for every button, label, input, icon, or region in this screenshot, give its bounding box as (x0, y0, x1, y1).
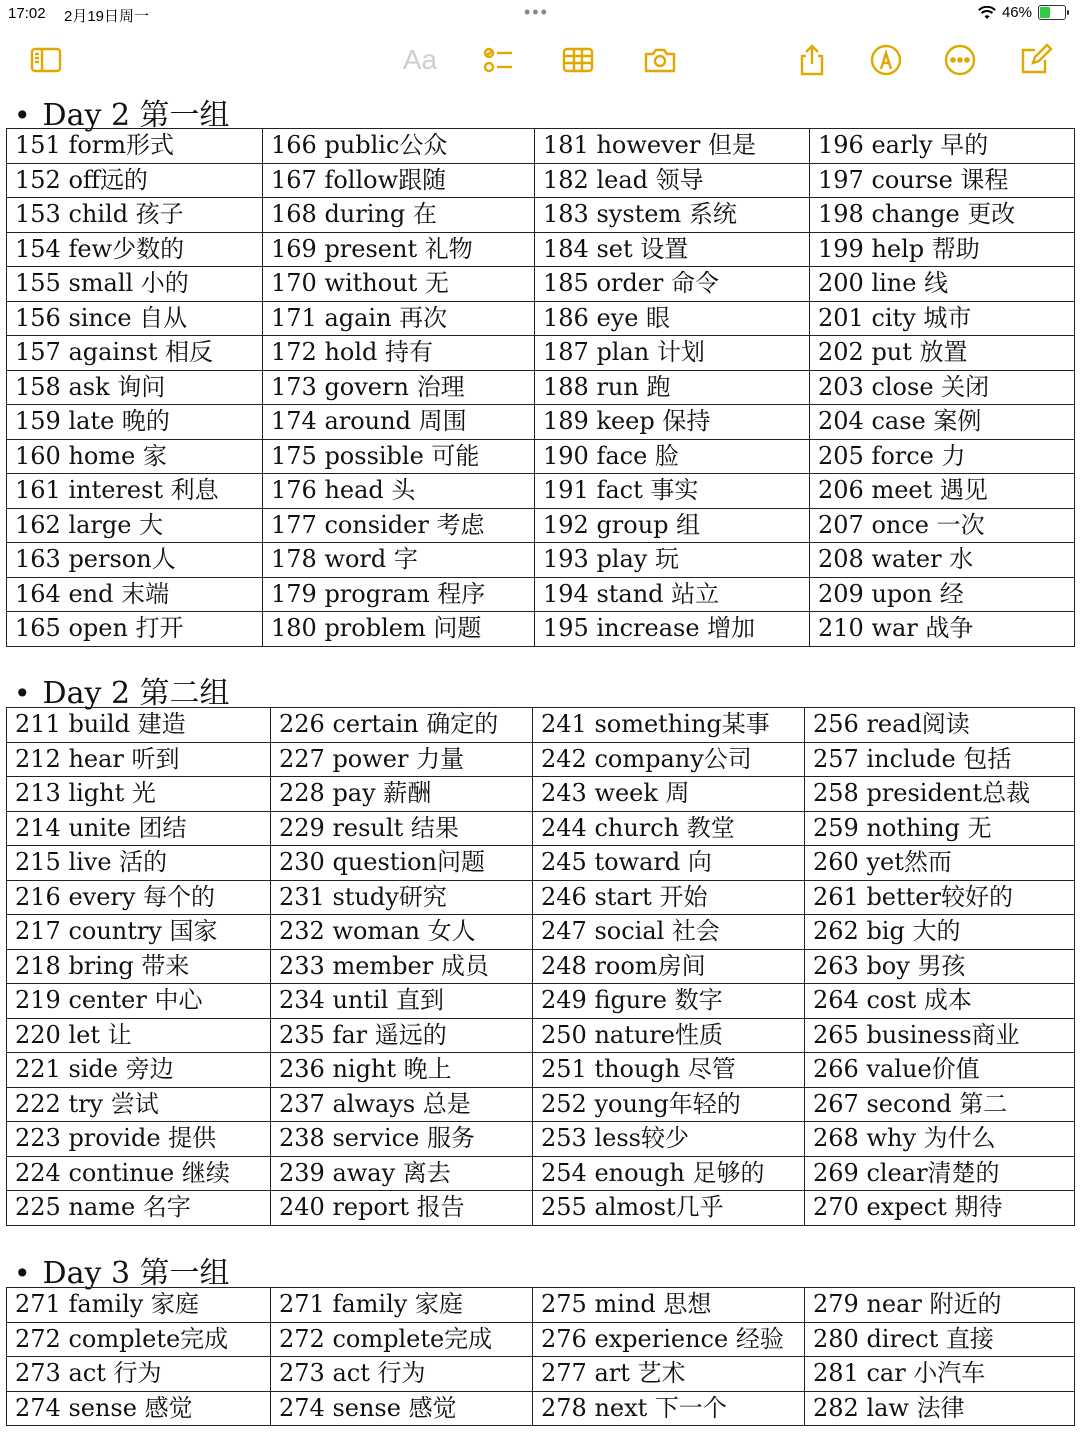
vocab-cell: 211 build 建造 (7, 708, 271, 743)
markup-pen-icon (869, 43, 903, 77)
vocab-cell: 276 experience 经验 (533, 1322, 805, 1357)
vocab-cell: 248 room房间 (533, 949, 805, 984)
camera-button[interactable] (640, 40, 680, 80)
vocab-cell: 200 line 线 (810, 267, 1075, 302)
vocab-cell: 274 sense 感觉 (7, 1391, 271, 1426)
vocab-cell: 266 value价值 (805, 1053, 1075, 1088)
table-row (7, 1156, 1075, 1191)
vocab-cell: 252 young年轻的 (533, 1087, 805, 1122)
table-row (7, 1357, 1075, 1392)
vocab-cell: 271 family 家庭 (271, 1288, 533, 1323)
vocab-cell: 214 unite 团结 (7, 811, 271, 846)
checklist-button[interactable] (478, 40, 518, 80)
vocab-cell: 187 plan 计划 (535, 336, 810, 371)
vocab-cell: 207 once 一次 (810, 508, 1075, 543)
battery-icon (1038, 5, 1066, 20)
vocab-cell: 279 near 附近的 (805, 1288, 1075, 1323)
vocab-cell: 175 possible 可能 (263, 439, 535, 474)
vocab-cell: 194 stand 站立 (535, 577, 810, 612)
vocab-cell: 206 meet 遇见 (810, 474, 1075, 509)
vocab-cell: 245 toward 向 (533, 846, 805, 881)
vocab-cell: 178 word 字 (263, 543, 535, 578)
vocab-cell: 225 name 名字 (7, 1191, 271, 1226)
vocab-cell: 215 live 活的 (7, 846, 271, 881)
table-row (7, 949, 1075, 984)
vocab-cell: 229 result 结果 (271, 811, 533, 846)
vocab-cell: 209 upon 经 (810, 577, 1075, 612)
sidebar-icon (29, 43, 63, 77)
vocab-cell: 174 around 周围 (263, 405, 535, 440)
status-date: 2月19日周一 (64, 8, 150, 25)
vocab-cell: 166 public公众 (263, 129, 535, 164)
vocab-cell: 270 expect 期待 (805, 1191, 1075, 1226)
vocab-cell: 268 why 为什么 (805, 1122, 1075, 1157)
more-button[interactable] (940, 40, 980, 80)
section-heading-2 (14, 668, 230, 711)
vocab-cell: 180 problem 问题 (263, 612, 535, 647)
vocab-cell: 205 force 力 (810, 439, 1075, 474)
vocab-cell: 172 hold 持有 (263, 336, 535, 371)
table-row (7, 846, 1075, 881)
wifi-icon (978, 6, 996, 20)
vocab-cell: 251 though 尽管 (533, 1053, 805, 1088)
vocab-cell: 193 play 玩 (535, 543, 810, 578)
vocab-cell: 213 light 光 (7, 777, 271, 812)
vocab-cell: 243 week 周 (533, 777, 805, 812)
vocab-cell: 236 night 晚上 (271, 1053, 533, 1088)
section-title: Day 2 第二组 (42, 676, 230, 711)
section-heading-3 (14, 1248, 230, 1291)
vocab-cell: 238 service 服务 (271, 1122, 533, 1157)
vocab-cell: 181 however 但是 (535, 129, 810, 164)
vocab-cell: 182 lead 领导 (535, 163, 810, 198)
vocab-cell: 158 ask 询问 (7, 370, 263, 405)
bullet: • (14, 677, 31, 710)
vocab-cell: 164 end 末端 (7, 577, 263, 612)
vocab-cell: 157 against 相反 (7, 336, 263, 371)
vocab-cell: 267 second 第二 (805, 1087, 1075, 1122)
vocab-cell: 239 away 离去 (271, 1156, 533, 1191)
vocab-cell: 153 child 孩子 (7, 198, 263, 233)
table-row (7, 439, 1075, 474)
vocab-cell: 272 complete完成 (7, 1322, 271, 1357)
vocab-cell: 224 continue 继续 (7, 1156, 271, 1191)
vocab-cell: 212 hear 听到 (7, 742, 271, 777)
section-title: Day 3 第一组 (42, 1256, 230, 1291)
vocab-cell: 176 head 头 (263, 474, 535, 509)
more-icon (943, 43, 977, 77)
bullet: • (14, 99, 31, 132)
table-row (7, 474, 1075, 509)
vocab-cell: 155 small 小的 (7, 267, 263, 302)
vocab-cell: 228 pay 薪酬 (271, 777, 533, 812)
vocab-cell: 256 read阅读 (805, 708, 1075, 743)
vocab-cell: 186 eye 眼 (535, 301, 810, 336)
vocab-cell: 220 let 让 (7, 1018, 271, 1053)
share-icon (795, 43, 829, 77)
vocab-cell: 196 early 早的 (810, 129, 1075, 164)
vocab-cell: 208 water 水 (810, 543, 1075, 578)
vocab-cell: 222 try 尝试 (7, 1087, 271, 1122)
vocab-cell: 204 case 案例 (810, 405, 1075, 440)
vocab-cell: 168 during 在 (263, 198, 535, 233)
vocab-cell: 226 certain 确定的 (271, 708, 533, 743)
camera-icon (643, 43, 677, 77)
table-row (7, 1288, 1075, 1323)
table-row (7, 880, 1075, 915)
vocab-cell: 263 boy 男孩 (805, 949, 1075, 984)
table-row (7, 1322, 1075, 1357)
vocab-cell: 241 something某事 (533, 708, 805, 743)
table-row (7, 405, 1075, 440)
vocab-cell: 281 car 小汽车 (805, 1357, 1075, 1392)
vocab-cell: 247 social 社会 (533, 915, 805, 950)
table-row (7, 708, 1075, 743)
vocab-cell: 183 system 系统 (535, 198, 810, 233)
table-row (7, 577, 1075, 612)
table-row (7, 1122, 1075, 1157)
vocab-cell: 165 open 打开 (7, 612, 263, 647)
vocab-cell: 162 large 大 (7, 508, 263, 543)
table-row (7, 984, 1075, 1019)
vocab-cell: 264 cost 成本 (805, 984, 1075, 1019)
table-row (7, 163, 1075, 198)
vocab-cell: 197 course 课程 (810, 163, 1075, 198)
table-row (7, 1053, 1075, 1088)
vocab-cell: 240 report 报告 (271, 1191, 533, 1226)
vocab-cell: 271 family 家庭 (7, 1288, 271, 1323)
vocab-cell: 250 nature性质 (533, 1018, 805, 1053)
vocab-cell: 170 without 无 (263, 267, 535, 302)
vocab-cell: 195 increase 增加 (535, 612, 810, 647)
notes-toolbar (0, 40, 1080, 84)
vocab-table-2 (6, 707, 1075, 1226)
vocab-cell: 260 yet然而 (805, 846, 1075, 881)
vocab-cell: 246 start 开始 (533, 880, 805, 915)
section-heading-1 (14, 90, 230, 133)
vocab-cell: 233 member 成员 (271, 949, 533, 984)
table-row (7, 1087, 1075, 1122)
vocab-cell: 191 fact 事实 (535, 474, 810, 509)
section-title: Day 2 第一组 (42, 98, 230, 133)
table-row (7, 543, 1075, 578)
vocab-cell: 242 company公司 (533, 742, 805, 777)
vocab-cell: 273 act 行为 (271, 1357, 533, 1392)
table-row (7, 811, 1075, 846)
vocab-cell: 261 better较好的 (805, 880, 1075, 915)
vocab-cell: 151 form形式 (7, 129, 263, 164)
vocab-cell: 235 far 遥远的 (271, 1018, 533, 1053)
table-icon (561, 43, 595, 77)
status-time: 17:02 (8, 5, 46, 22)
vocab-cell: 192 group 组 (535, 508, 810, 543)
vocab-cell: 198 change 更改 (810, 198, 1075, 233)
vocab-cell: 171 again 再次 (263, 301, 535, 336)
vocab-cell: 188 run 跑 (535, 370, 810, 405)
status-bar (0, 0, 1080, 28)
vocab-cell: 257 include 包括 (805, 742, 1075, 777)
compose-icon (1019, 43, 1053, 77)
vocab-cell: 244 church 教堂 (533, 811, 805, 846)
table-row (7, 508, 1075, 543)
table-row (7, 129, 1075, 164)
checklist-icon (481, 43, 515, 77)
share-button[interactable] (792, 40, 832, 80)
vocab-cell: 232 woman 女人 (271, 915, 533, 950)
vocab-cell: 199 help 帮助 (810, 232, 1075, 267)
vocab-cell: 210 war 战争 (810, 612, 1075, 647)
vocab-cell: 161 interest 利息 (7, 474, 263, 509)
vocab-cell: 201 city 城市 (810, 301, 1075, 336)
table-row (7, 1018, 1075, 1053)
vocab-cell: 179 program 程序 (263, 577, 535, 612)
vocab-cell: 159 late 晚的 (7, 405, 263, 440)
vocab-cell: 275 mind 思想 (533, 1288, 805, 1323)
vocab-cell: 173 govern 治理 (263, 370, 535, 405)
vocab-cell: 265 business商业 (805, 1018, 1075, 1053)
table-row (7, 1191, 1075, 1226)
markup-button[interactable] (866, 40, 906, 80)
vocab-cell: 277 art 艺术 (533, 1357, 805, 1392)
vocab-cell: 269 clear清楚的 (805, 1156, 1075, 1191)
table-row (7, 301, 1075, 336)
vocab-cell: 163 person人 (7, 543, 263, 578)
vocab-cell: 262 big 大的 (805, 915, 1075, 950)
compose-button[interactable] (1016, 40, 1056, 80)
vocab-cell: 203 close 关闭 (810, 370, 1075, 405)
vocab-cell: 152 off远的 (7, 163, 263, 198)
vocab-cell: 218 bring 带来 (7, 949, 271, 984)
bullet: • (14, 1257, 31, 1290)
table-row (7, 915, 1075, 950)
table-row (7, 267, 1075, 302)
vocab-cell: 249 figure 数字 (533, 984, 805, 1019)
table-row (7, 742, 1075, 777)
format-text-button[interactable]: Aa (402, 44, 438, 75)
vocab-cell: 221 side 旁边 (7, 1053, 271, 1088)
table-row (7, 232, 1075, 267)
vocab-cell: 282 law 法律 (805, 1391, 1075, 1426)
table-row (7, 198, 1075, 233)
battery-percent: 46% (1001, 4, 1032, 21)
vocab-cell: 156 since 自从 (7, 301, 263, 336)
table-row (7, 370, 1075, 405)
vocab-cell: 189 keep 保持 (535, 405, 810, 440)
vocab-cell: 167 follow跟随 (263, 163, 535, 198)
vocab-cell: 227 power 力量 (271, 742, 533, 777)
vocab-cell: 273 act 行为 (7, 1357, 271, 1392)
vocab-cell: 190 face 脸 (535, 439, 810, 474)
vocab-table-3 (6, 1287, 1075, 1426)
vocab-cell: 230 question问题 (271, 846, 533, 881)
vocab-cell: 255 almost几乎 (533, 1191, 805, 1226)
sidebar-toggle-button[interactable] (26, 40, 66, 80)
table-row (7, 1391, 1075, 1426)
vocab-table-1 (6, 128, 1075, 647)
vocab-cell: 184 set 设置 (535, 232, 810, 267)
battery-fill (1040, 7, 1050, 18)
vocab-cell: 169 present 礼物 (263, 232, 535, 267)
vocab-cell: 231 study研究 (271, 880, 533, 915)
vocab-cell: 202 put 放置 (810, 336, 1075, 371)
vocab-cell: 160 home 家 (7, 439, 263, 474)
vocab-cell: 223 provide 提供 (7, 1122, 271, 1157)
table-button[interactable] (558, 40, 598, 80)
table-row (7, 612, 1075, 647)
vocab-cell: 280 direct 直接 (805, 1322, 1075, 1357)
table-row (7, 336, 1075, 371)
vocab-cell: 219 center 中心 (7, 984, 271, 1019)
vocab-cell: 216 every 每个的 (7, 880, 271, 915)
vocab-cell: 217 country 国家 (7, 915, 271, 950)
vocab-cell: 237 always 总是 (271, 1087, 533, 1122)
status-right (978, 4, 1066, 21)
vocab-cell: 177 consider 考虑 (263, 508, 535, 543)
vocab-cell: 259 nothing 无 (805, 811, 1075, 846)
table-row (7, 777, 1075, 812)
vocab-cell: 185 order 命令 (535, 267, 810, 302)
vocab-cell: 258 president总裁 (805, 777, 1075, 812)
vocab-cell: 254 enough 足够的 (533, 1156, 805, 1191)
vocab-cell: 253 less较少 (533, 1122, 805, 1157)
vocab-cell: 272 complete完成 (271, 1322, 533, 1357)
vocab-cell: 234 until 直到 (271, 984, 533, 1019)
multitasking-dots[interactable]: ••• (524, 2, 549, 22)
vocab-cell: 274 sense 感觉 (271, 1391, 533, 1426)
vocab-cell: 154 few少数的 (7, 232, 263, 267)
vocab-cell: 278 next 下一个 (533, 1391, 805, 1426)
